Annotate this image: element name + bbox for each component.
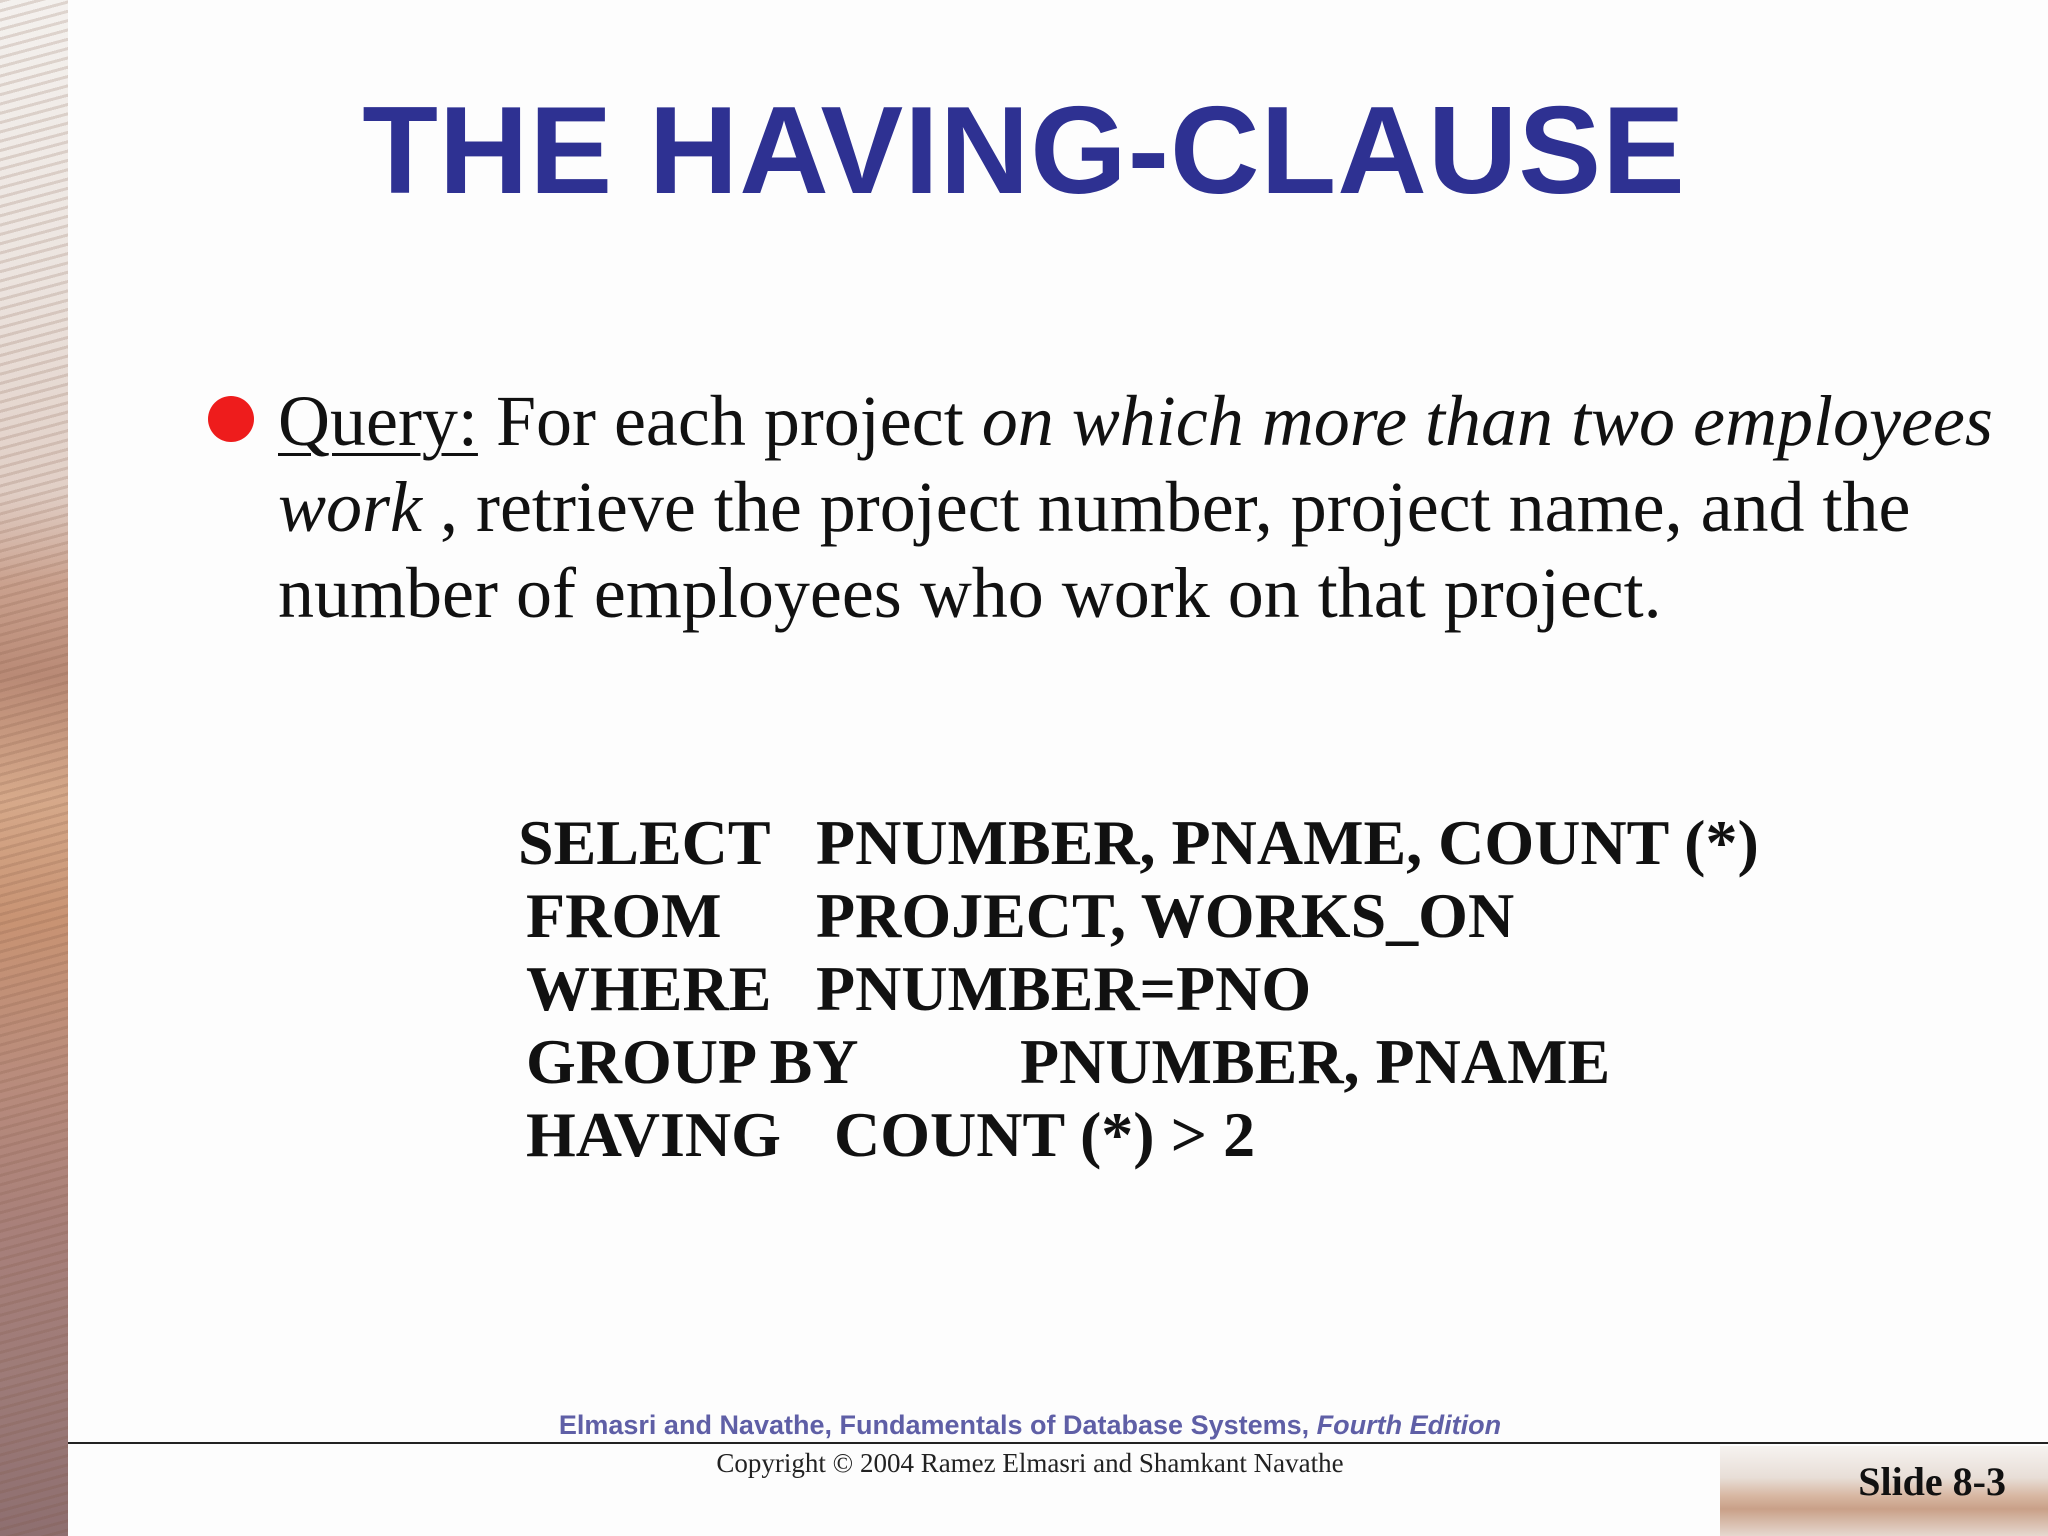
query-text-2: , retrieve the project number, project name, and the number of employees who work on that project. xyxy=(278,467,1911,633)
footer-book-text: Elmasri and Navathe, Fundamentals of Database Systems, xyxy=(558,1410,1317,1440)
sql-where-keyword: WHERE xyxy=(526,953,772,1024)
sql-group-row xyxy=(518,1025,1611,1098)
sql-group-args: PNUMBER, PNAME xyxy=(1020,1026,1611,1097)
sql-having-keyword: HAVING xyxy=(526,1099,781,1170)
sql-select-keyword: SELECT xyxy=(518,807,771,878)
sql-where-row xyxy=(518,952,1312,1025)
slide-title: THE HAVING-CLAUSE xyxy=(362,82,1686,220)
bullet-dot-icon xyxy=(208,396,254,442)
sql-from-args: PROJECT, WORKS_ON xyxy=(816,880,1515,951)
footer-book-title xyxy=(0,1410,2048,1441)
sql-from-keyword: FROM xyxy=(526,880,722,951)
sql-select-row xyxy=(518,806,1759,879)
footer-copyright: Copyright © 2004 Ramez Elmasri and Shamkant Navathe xyxy=(716,1448,1344,1478)
sql-select-args: PNUMBER, PNAME, COUNT (*) xyxy=(816,807,1759,878)
sql-having-args: COUNT (*) > 2 xyxy=(834,1099,1256,1170)
slide-number: Slide 8-3 xyxy=(1858,1459,2006,1504)
sql-where-args: PNUMBER=PNO xyxy=(816,953,1312,1024)
sql-query xyxy=(518,806,1759,1171)
decorative-desert-strip xyxy=(0,0,68,1536)
sql-having-row xyxy=(518,1098,1256,1171)
sql-from-row xyxy=(518,879,1515,952)
footer-divider xyxy=(68,1442,2048,1444)
sql-group-keyword: GROUP BY xyxy=(526,1026,859,1097)
query-text-1: For each project xyxy=(477,381,982,461)
footer-edition: Fourth Edition xyxy=(1316,1410,1502,1440)
query-label: Query: xyxy=(278,381,478,461)
query-italic: on which more than two employees work xyxy=(278,381,1993,547)
bullet-text xyxy=(278,378,2028,636)
